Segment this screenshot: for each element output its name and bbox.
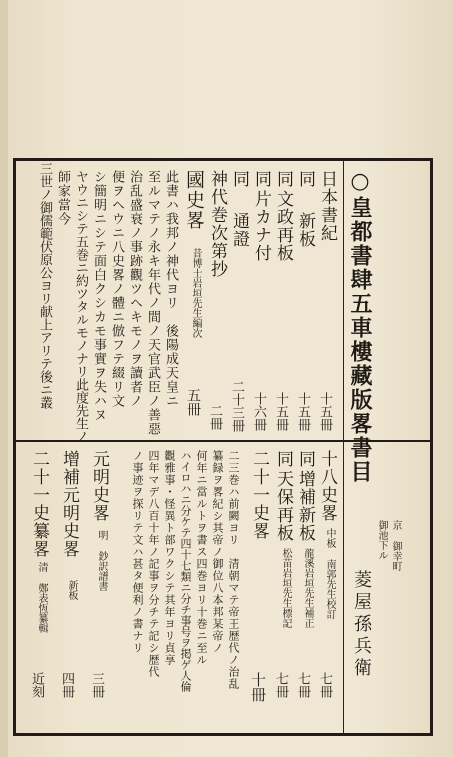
description-line: 四年マデ八百十年ノ記事ヲ分チテ記シ歴代 bbox=[147, 450, 160, 678]
lower-entry-count: 三冊 bbox=[89, 672, 104, 698]
description-line: ノ事迹ヲ探リテ文ハ甚タ便利ノ書ナリ bbox=[131, 450, 144, 654]
lower-entry-count: 四冊 bbox=[59, 672, 74, 698]
lower-entry-title: 十八史畧 bbox=[317, 450, 337, 522]
lower-entry-note: 龍溪岩垣先生補正 bbox=[302, 548, 313, 628]
upper-entry-count: 十五冊 bbox=[317, 392, 332, 431]
lower-entry-title: 天保再板 bbox=[273, 470, 293, 542]
description-line: 至ルマテノ永キ年代ノ間ノ天官武臣ノ善惡 bbox=[145, 170, 160, 436]
upper-entry-count: 二十三冊 bbox=[229, 380, 244, 432]
catalog-title: ○皇都書肆五車樓藏版畧書目 bbox=[347, 168, 373, 484]
lower-entry-prefix: 同 bbox=[273, 450, 293, 468]
lower-entry-count: 十冊 bbox=[249, 672, 267, 702]
description-line: ヤウニシテ五巻ニ約ツタルモノナリ此度先生ノ bbox=[73, 170, 88, 443]
description-line: 纂録ヲ畧紀シ其帝ノ御位八本邦某帝ノ bbox=[211, 450, 224, 654]
upper-entry-title: 通證 bbox=[229, 212, 249, 248]
description-line: 何年ニ當ルトヲ書ス四巻ヨリ十巻ニ至ル bbox=[195, 450, 208, 666]
description-line: 三世ノ御儒範伏原公ヨリ献上アリテ後ニ叢 bbox=[37, 162, 52, 409]
description-line: 此書ハ我邦ノ神代ヨリ 後陽成天皇ニ bbox=[163, 170, 178, 408]
lower-entry-note: 清 鄭表恆纂輯 bbox=[36, 562, 47, 633]
upper-entry-title: 片カナ付 bbox=[251, 190, 271, 262]
description-line: 二三巻ハ前闕ヨリ 清朝マテ帝王歴代ノ治乱 bbox=[227, 450, 240, 690]
upper-entry-count: 二冊 bbox=[207, 404, 222, 430]
publisher-address-1: 京 御幸町 bbox=[390, 520, 401, 571]
upper-entry-count: 十五冊 bbox=[273, 392, 288, 431]
page-edge bbox=[0, 0, 8, 757]
upper-entry-title: 日本書紀 bbox=[317, 170, 337, 242]
lower-entry-note: 明 鈔訳譜書 bbox=[96, 530, 107, 591]
description-line: 觀雅事・怪異ト部ワクシテ其年ヨリ貞享 bbox=[163, 450, 176, 666]
upper-entry-title: 神代巻次第抄 bbox=[207, 170, 227, 278]
upper-entry-count: 十六冊 bbox=[251, 392, 266, 431]
lower-entry-count: 七冊 bbox=[295, 672, 310, 698]
description-line: 師家當今 bbox=[55, 170, 70, 226]
publisher-address-2: 御池下ル bbox=[376, 520, 387, 560]
lower-entry-title: 二十一史畧 bbox=[249, 450, 269, 540]
description-line: シ簡明ニシテ面白クシカモ事實ヲ失ハヌ bbox=[91, 170, 106, 422]
upper-entry-title: 新板 bbox=[295, 212, 315, 248]
upper-entry-note: 昔博士岩垣先生編次 bbox=[190, 248, 201, 338]
upper-entry-title: 國史畧 bbox=[183, 170, 205, 230]
upper-entry-prefix: 同 bbox=[273, 170, 293, 188]
lower-entry-title: 增補元明史畧 bbox=[59, 450, 79, 558]
lower-entry-count: 近刻 bbox=[29, 672, 44, 698]
upper-entry-count: 五冊 bbox=[185, 388, 201, 416]
lower-entry-note: 松苗岩垣先生標記 bbox=[280, 548, 291, 628]
publisher-name: 菱屋孫兵衛 bbox=[351, 570, 372, 680]
lower-entry-title: 元明史畧 bbox=[89, 450, 109, 522]
upper-entry-prefix: 同 bbox=[251, 170, 271, 188]
upper-entry-prefix: 同 bbox=[229, 170, 249, 188]
upper-entry-prefix: 同 bbox=[295, 170, 315, 188]
description-line: 治乱盛衰ノ事跡觀ツヘキモノヲ讀者ノ bbox=[127, 170, 142, 408]
title-rule bbox=[343, 160, 344, 736]
upper-entry-title: 文政再板 bbox=[273, 190, 293, 262]
lower-entry-prefix: 同 bbox=[295, 450, 315, 468]
lower-entry-note: 中板 南郭先生校訂 bbox=[324, 528, 335, 619]
description-line: 便ヲヘウニ八史畧ノ體ニ倣フテ綴リ文 bbox=[109, 170, 124, 408]
lower-entry-count: 七冊 bbox=[317, 672, 332, 698]
lower-entry-note: 新板 bbox=[66, 580, 77, 600]
lower-entry-title: 增補新板 bbox=[295, 470, 315, 542]
upper-entry-count: 十五冊 bbox=[295, 392, 310, 431]
lower-entry-count: 七冊 bbox=[273, 672, 288, 698]
lower-entry-title: 二十一史纂畧 bbox=[29, 450, 49, 558]
description-line: ハイロハニ分ケテ四十七類ニ分チ事号ヲ掲ゲ人倫 bbox=[179, 450, 192, 692]
